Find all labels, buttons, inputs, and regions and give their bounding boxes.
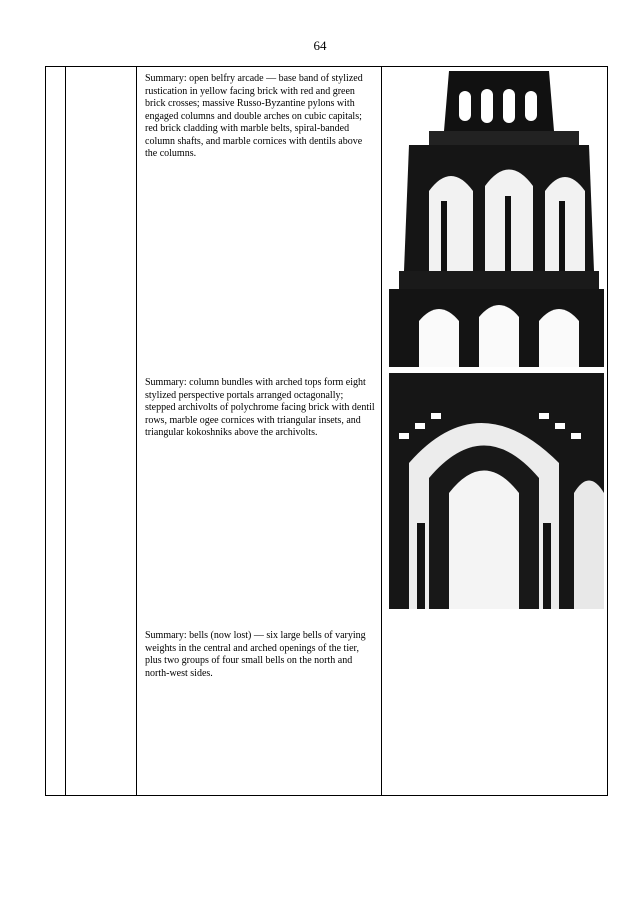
bell-tower-photo — [389, 71, 604, 367]
register-table — [45, 66, 608, 796]
column-divider — [136, 67, 137, 795]
bells-description: Summary: bells (now lost) — six large bells of varying weights in the central and arched openings of the tier, plus two groups of four small bells on the north and north-west sides. — [145, 630, 366, 679]
portals-description: Summary: column bundles with arched tops form eight stylized perspective portals arranged octagonally; stepped archivolts of polychrome facing brick with dentil rows, marble ogee cornices with triangular insets, and triangular kokoshniks above the archivolts. — [145, 377, 375, 438]
column-divider — [65, 67, 66, 795]
archivolt-photo — [389, 373, 604, 609]
page-number: 64 — [313, 38, 327, 53]
arcade-description: Summary: open belfry arcade — base band of stylized rustication in yellow facing brick with red and green brick crosses; massive Russo-Byzantine pylons with engaged columns and double arches on cubic capitals; red brick cladding with marble belts, spiral-banded column shafts, and marble cornices with dentils above the columns. — [145, 73, 363, 159]
column-divider — [381, 67, 382, 795]
